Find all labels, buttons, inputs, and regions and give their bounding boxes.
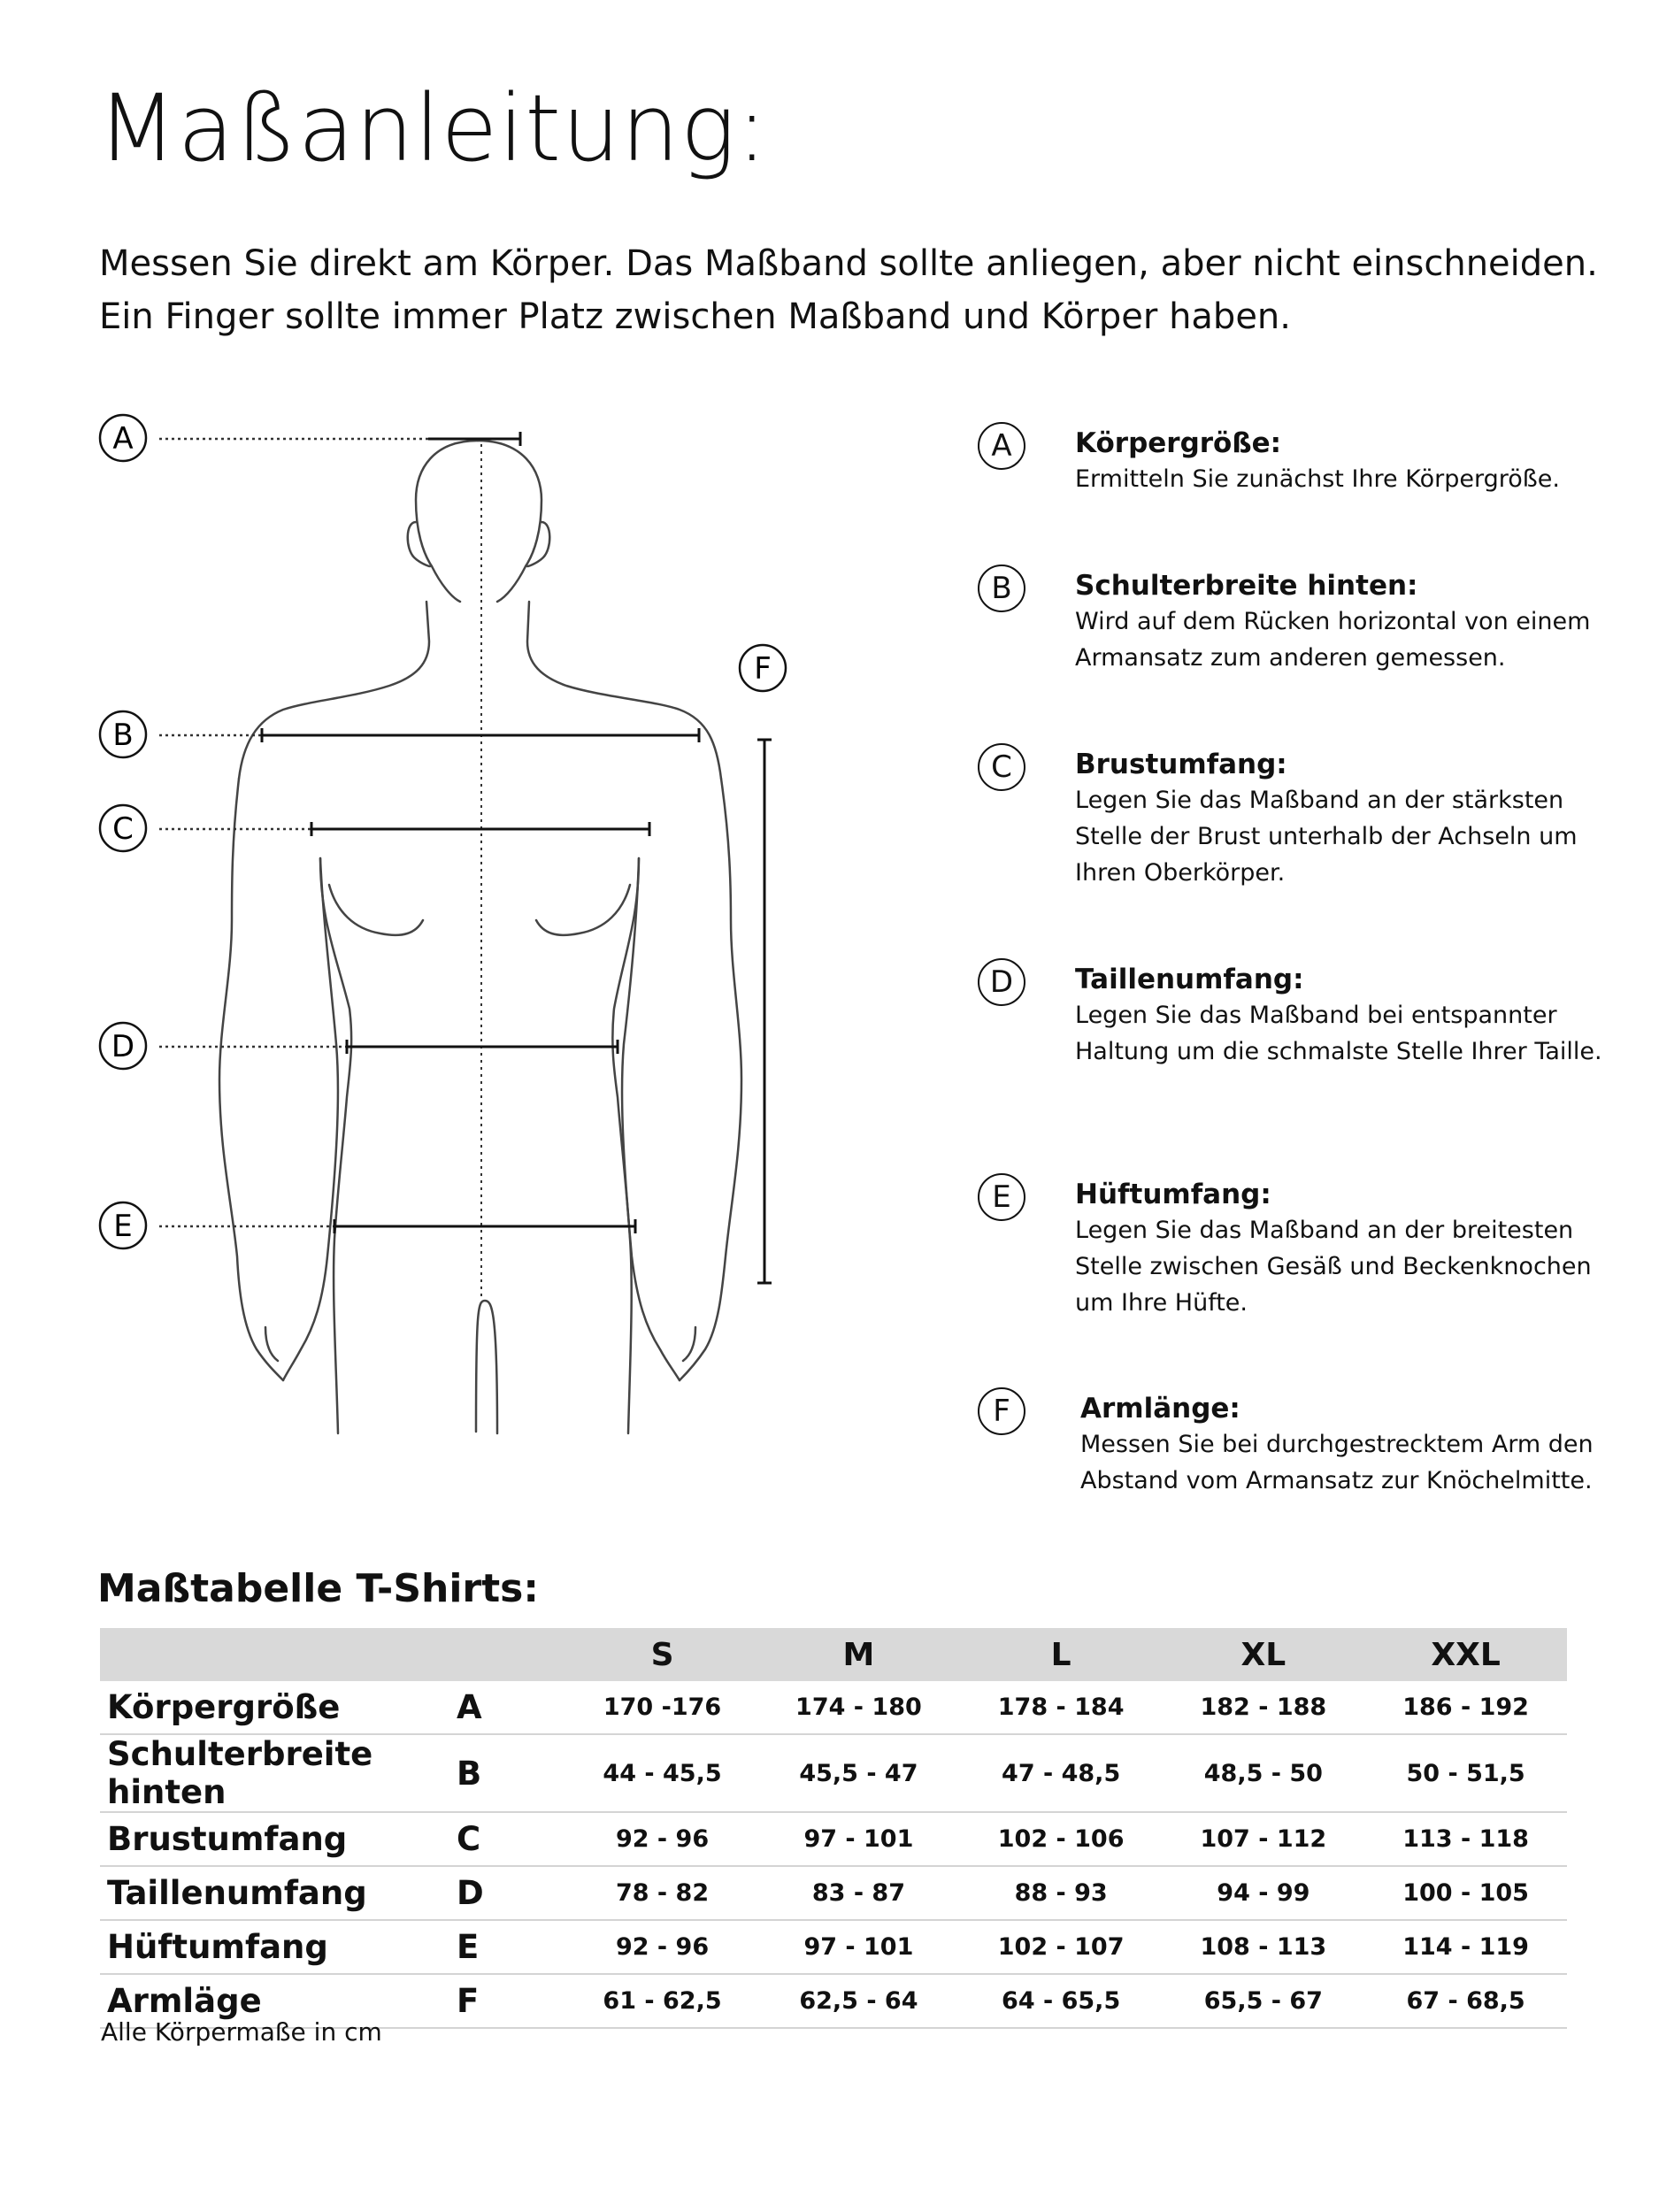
- row-letter: C: [457, 1812, 567, 1866]
- marker-b-line: [159, 728, 699, 742]
- size-table: [100, 1628, 1567, 2029]
- table-cell: 50 - 51,5: [1364, 1734, 1567, 1812]
- table-cell: 61 - 62,5: [567, 1974, 757, 2028]
- marker-c-line: [159, 822, 649, 836]
- measurement-heading: Schulterbreite hinten:: [1075, 570, 1418, 602]
- table-cell: 92 - 96: [567, 1920, 757, 1974]
- table-title: Maßtabelle T-Shirts:: [97, 1566, 539, 1611]
- table-row: [100, 1920, 1567, 1974]
- measurement-text: um Ihre Hüfte.: [1075, 1289, 1248, 1317]
- table-cell: 174 - 180: [757, 1681, 960, 1734]
- table-cell: 97 - 101: [757, 1812, 960, 1866]
- table-cell: 102 - 107: [960, 1920, 1163, 1974]
- marker-a: [100, 415, 146, 461]
- row-label: Körpergröße: [100, 1681, 457, 1734]
- table-cell: 88 - 93: [960, 1866, 1163, 1920]
- measurement-text: Armansatz zum anderen gemessen.: [1075, 644, 1506, 672]
- header-size: XL: [1163, 1628, 1365, 1681]
- header-empty: [100, 1628, 457, 1681]
- table-cell: 83 - 87: [757, 1866, 960, 1920]
- row-letter: F: [457, 1974, 567, 2028]
- badge-a: A: [978, 422, 1025, 470]
- badge-e: E: [978, 1173, 1025, 1221]
- marker-c: [100, 805, 146, 851]
- measurement-text: Legen Sie das Maßband bei entspannter: [1075, 1002, 1557, 1029]
- table-cell: 186 - 192: [1364, 1681, 1567, 1734]
- badge-f: F: [978, 1387, 1025, 1435]
- measurement-heading: Armlänge:: [1080, 1393, 1240, 1425]
- marker-e-line: [159, 1219, 635, 1233]
- row-label: Schulterbreite hinten: [100, 1734, 457, 1812]
- table-cell: 113 - 118: [1364, 1812, 1567, 1866]
- table-cell: 114 - 119: [1364, 1920, 1567, 1974]
- table-cell: 102 - 106: [960, 1812, 1163, 1866]
- marker-f: [740, 645, 786, 691]
- marker-d-line: [159, 1040, 618, 1054]
- table-cell: 97 - 101: [757, 1920, 960, 1974]
- body-diagram: [0, 389, 867, 1504]
- header-size: S: [567, 1628, 757, 1681]
- badge-b: B: [978, 565, 1025, 612]
- row-label: Taillenumfang: [100, 1866, 457, 1920]
- table-cell: 94 - 99: [1163, 1866, 1365, 1920]
- svg-text:A: A: [112, 421, 134, 457]
- row-letter: B: [457, 1734, 567, 1812]
- table-row: [100, 1681, 1567, 1734]
- table-cell: 78 - 82: [567, 1866, 757, 1920]
- table-cell: 44 - 45,5: [567, 1734, 757, 1812]
- svg-text:E: E: [113, 1209, 133, 1244]
- svg-text:F: F: [754, 651, 772, 687]
- marker-f-line: [757, 740, 772, 1283]
- table-cell: 65,5 - 67: [1163, 1974, 1365, 2028]
- table-row: [100, 1866, 1567, 1920]
- marker-e: [100, 1202, 146, 1248]
- measurement-text: Haltung um die schmalste Stelle Ihrer Taille.: [1075, 1038, 1602, 1065]
- row-letter: D: [457, 1866, 567, 1920]
- table-cell: 100 - 105: [1364, 1866, 1567, 1920]
- table-cell: 45,5 - 47: [757, 1734, 960, 1812]
- badge-d: D: [978, 958, 1025, 1006]
- header-empty: [457, 1628, 567, 1681]
- measurement-text: Wird auf dem Rücken horizontal von einem: [1075, 608, 1591, 635]
- table-row: [100, 1734, 1567, 1812]
- table-cell: 67 - 68,5: [1364, 1974, 1567, 2028]
- measurement-heading: Taillenumfang:: [1075, 964, 1304, 995]
- measurement-text: Stelle zwischen Gesäß und Beckenknochen: [1075, 1253, 1592, 1280]
- measurement-text: Ermitteln Sie zunächst Ihre Körpergröße.: [1075, 465, 1560, 493]
- table-cell: 62,5 - 64: [757, 1974, 960, 2028]
- marker-b: [100, 711, 146, 757]
- intro-text: [99, 237, 1598, 343]
- header-size: XXL: [1364, 1628, 1567, 1681]
- header-size: M: [757, 1628, 960, 1681]
- measurement-text: Legen Sie das Maßband an der stärksten: [1075, 787, 1564, 814]
- measurement-text: Ihren Oberkörper.: [1075, 859, 1286, 887]
- measurement-heading: Körpergröße:: [1075, 427, 1282, 459]
- table-cell: 182 - 188: [1163, 1681, 1365, 1734]
- body-outline: [219, 441, 741, 1433]
- page-title: Maßanleitung:: [97, 74, 769, 182]
- table-cell: 108 - 113: [1163, 1920, 1365, 1974]
- table-cell: 64 - 65,5: [960, 1974, 1163, 2028]
- svg-text:C: C: [112, 811, 134, 847]
- table-cell: 170 -176: [567, 1681, 757, 1734]
- row-letter: E: [457, 1920, 567, 1974]
- table-cell: 107 - 112: [1163, 1812, 1365, 1866]
- table-header-row: [100, 1628, 1567, 1681]
- measurement-text: Messen Sie bei durchgestrecktem Arm den: [1080, 1431, 1594, 1458]
- measurement-heading: Hüftumfang:: [1075, 1179, 1271, 1210]
- measurement-text: Abstand vom Armansatz zur Knöchelmitte.: [1080, 1467, 1593, 1494]
- table-cell: 48,5 - 50: [1163, 1734, 1365, 1812]
- intro-line: Messen Sie direkt am Körper. Das Maßband sollte anliegen, aber nicht einschneiden.: [99, 243, 1598, 284]
- row-letter: A: [457, 1681, 567, 1734]
- row-label: Brustumfang: [100, 1812, 457, 1866]
- intro-line: Ein Finger sollte immer Platz zwischen Maßband und Körper haben.: [99, 296, 1291, 337]
- footnote: Alle Körpermaße in cm: [101, 2017, 382, 2047]
- badge-c: C: [978, 743, 1025, 791]
- measurement-text: Stelle der Brust unterhalb der Achseln um: [1075, 823, 1578, 850]
- table-cell: 47 - 48,5: [960, 1734, 1163, 1812]
- row-label: Hüftumfang: [100, 1920, 457, 1974]
- row-label: Armläge: [100, 1974, 457, 2028]
- header-size: L: [960, 1628, 1163, 1681]
- svg-text:B: B: [112, 718, 134, 753]
- marker-a-line: [159, 432, 520, 446]
- measurement-heading: Brustumfang:: [1075, 749, 1287, 780]
- table-cell: 178 - 184: [960, 1681, 1163, 1734]
- marker-d: [100, 1023, 146, 1069]
- measurement-text: Legen Sie das Maßband an der breitesten: [1075, 1217, 1574, 1244]
- table-cell: 92 - 96: [567, 1812, 757, 1866]
- svg-text:D: D: [111, 1029, 135, 1064]
- table-row: [100, 1812, 1567, 1866]
